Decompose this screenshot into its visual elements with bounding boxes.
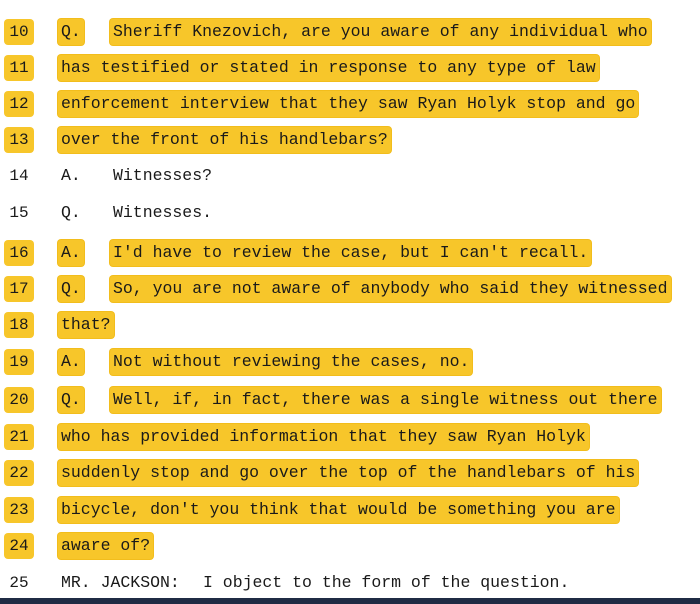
speaker-label: A. [58, 240, 84, 266]
line-number: 20 [4, 387, 34, 413]
line-text: Witnesses? [113, 166, 213, 185]
line-text: Well, if, in fact, there was a single witness out there [110, 387, 661, 413]
speaker-label: Q. [58, 276, 84, 302]
speaker-label: A. [61, 166, 81, 185]
line-text: has testified or stated in response to any type of law [58, 55, 599, 81]
line-number: 25 [9, 574, 29, 592]
transcript-line [0, 198, 700, 228]
line-text: Not without reviewing the cases, no. [110, 349, 472, 375]
transcript-line [0, 17, 700, 47]
transcript-line [0, 495, 700, 525]
transcript-line [0, 161, 700, 191]
line-text: enforcement interview that they saw Ryan Holyk stop and go [58, 91, 638, 117]
line-text: Witnesses. [113, 203, 213, 222]
transcript-line [0, 238, 700, 268]
line-text: that? [58, 312, 114, 338]
line-text: suddenly stop and go over the top of the handlebars of his [58, 460, 638, 486]
transcript-line [0, 89, 700, 119]
line-text: I object to the form of the question. [203, 573, 570, 592]
transcript-line [0, 274, 700, 304]
transcript-line [0, 385, 700, 415]
line-text: over the front of his handlebars? [58, 127, 391, 153]
transcript-line [0, 53, 700, 83]
line-number: 17 [4, 276, 34, 302]
line-number: 21 [4, 424, 34, 450]
transcript-line [0, 568, 700, 598]
transcript-line [0, 458, 700, 488]
speaker-label: Q. [58, 387, 84, 413]
line-text: So, you are not aware of anybody who said they witnessed [110, 276, 671, 302]
transcript-line [0, 422, 700, 452]
speaker-label: Q. [61, 203, 81, 222]
line-text: Sheriff Knezovich, are you aware of any individual who [110, 19, 651, 45]
line-number: 14 [9, 167, 29, 185]
line-number: 16 [4, 240, 34, 266]
line-number: 22 [4, 460, 34, 486]
transcript-line [0, 125, 700, 155]
line-number: 24 [4, 533, 34, 559]
line-number: 12 [4, 91, 34, 117]
transcript-line [0, 531, 700, 561]
line-number: 15 [9, 204, 29, 222]
line-text: who has provided information that they saw Ryan Holyk [58, 424, 589, 450]
line-text: bicycle, don't you think that would be something you are [58, 497, 619, 523]
line-number: 11 [4, 55, 34, 81]
transcript-line [0, 310, 700, 340]
transcript-line [0, 347, 700, 377]
line-number: 13 [4, 127, 34, 153]
line-number: 10 [4, 19, 34, 45]
line-text: aware of? [58, 533, 153, 559]
speaker-label: MR. JACKSON: [61, 573, 180, 592]
line-text: I'd have to review the case, but I can't recall. [110, 240, 591, 266]
line-number: 23 [4, 497, 34, 523]
bottom-border [0, 598, 700, 604]
line-number: 18 [4, 312, 34, 338]
speaker-label: A. [58, 349, 84, 375]
speaker-label: Q. [58, 19, 84, 45]
line-number: 19 [4, 349, 34, 375]
